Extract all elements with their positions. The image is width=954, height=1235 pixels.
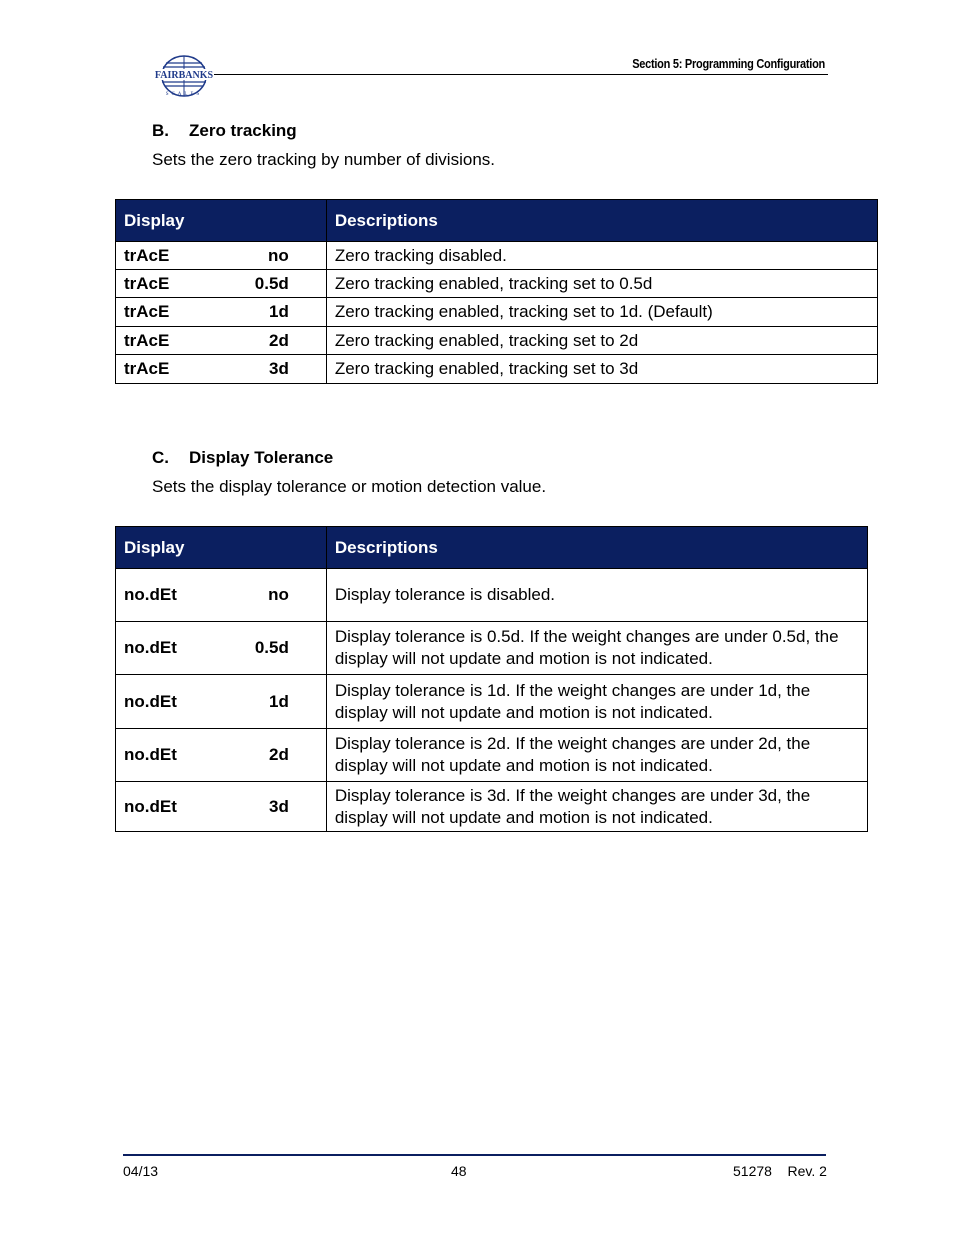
column-header-descriptions: Descriptions bbox=[326, 200, 877, 242]
display-value: 3d bbox=[269, 796, 289, 816]
table-row bbox=[116, 675, 868, 729]
column-header-display: Display bbox=[116, 527, 327, 569]
display-cell bbox=[116, 242, 327, 270]
zero-tracking-intro: Sets the zero tracking by number of divisions. bbox=[152, 150, 495, 169]
footer-doc-id bbox=[733, 1163, 827, 1179]
display-value: no bbox=[268, 245, 289, 265]
display-code: trAcE bbox=[124, 273, 170, 293]
display-tolerance-heading bbox=[152, 448, 333, 468]
display-code: no.dEt bbox=[124, 745, 177, 764]
display-code: no.dEt bbox=[124, 585, 177, 604]
description-cell: Zero tracking enabled, tracking set to 0.5d bbox=[326, 270, 877, 298]
table-header-row bbox=[116, 200, 878, 242]
display-code: trAcE bbox=[124, 302, 170, 321]
display-value: 3d bbox=[268, 359, 289, 378]
description-cell: Display tolerance is 1d. If the weight changes are under 1d, the display will not update and motion is not indicated. bbox=[326, 675, 867, 729]
section-letter: B. bbox=[152, 121, 169, 140]
display-tolerance-intro: Sets the display tolerance or motion detection value. bbox=[152, 477, 547, 496]
display-value: 1d bbox=[269, 691, 289, 711]
doc-number: 51278 bbox=[733, 1163, 772, 1179]
page-number: 48 bbox=[451, 1163, 467, 1179]
table-row bbox=[116, 298, 878, 327]
description-cell: Zero tracking enabled, tracking set to 2d bbox=[326, 327, 877, 355]
display-cell bbox=[116, 622, 327, 675]
section-letter: C. bbox=[152, 448, 169, 467]
table-header-row bbox=[116, 527, 868, 569]
display-value: 2d bbox=[269, 745, 289, 764]
display-cell bbox=[116, 270, 327, 298]
display-code: trAcE bbox=[124, 359, 170, 378]
display-cell bbox=[116, 729, 327, 782]
column-header-descriptions: Descriptions bbox=[326, 527, 867, 569]
display-cell bbox=[116, 675, 327, 729]
display-cell bbox=[116, 782, 327, 832]
section-title-text: Zero tracking bbox=[189, 121, 297, 140]
display-value: 2d bbox=[268, 330, 289, 350]
table-row bbox=[116, 782, 868, 832]
display-value: 0.5d bbox=[254, 273, 289, 293]
display-code: no.dEt bbox=[124, 638, 177, 657]
display-code: trAcE bbox=[124, 330, 170, 350]
fairbanks-logo bbox=[152, 54, 216, 100]
table-row bbox=[116, 569, 868, 622]
header-rule bbox=[214, 74, 828, 75]
table-row bbox=[116, 355, 878, 384]
zero-tracking-heading bbox=[152, 121, 297, 141]
footer-rule bbox=[123, 1154, 826, 1156]
section-title: Section 5: Programming Configuration bbox=[632, 57, 825, 71]
column-header-display: Display bbox=[116, 200, 327, 242]
description-cell: Zero tracking enabled, tracking set to 1d. (Default) bbox=[326, 298, 877, 327]
description-cell: Display tolerance is disabled. bbox=[326, 569, 867, 622]
display-tolerance-table bbox=[115, 526, 868, 832]
description-cell: Zero tracking enabled, tracking set to 3d bbox=[326, 355, 877, 384]
logo-subtext: SCALES bbox=[165, 92, 203, 97]
display-cell bbox=[116, 355, 327, 384]
description-cell: Display tolerance is 0.5d. If the weight changes are under 0.5d, the display will not update and motion is not indicated. bbox=[326, 622, 867, 675]
table-row bbox=[116, 729, 868, 782]
zero-tracking-table bbox=[115, 199, 878, 384]
description-cell: Display tolerance is 2d. If the weight changes are under 2d, the display will not update and motion is not indicated. bbox=[326, 729, 867, 782]
table-row bbox=[116, 622, 868, 675]
table-row bbox=[116, 270, 878, 298]
display-cell bbox=[116, 569, 327, 622]
table-row bbox=[116, 327, 878, 355]
logo-wordmark: FAIRBANKS bbox=[154, 70, 214, 81]
display-value: 1d bbox=[268, 302, 289, 321]
doc-revision: Rev. 2 bbox=[787, 1163, 827, 1179]
display-code: no.dEt bbox=[124, 691, 177, 711]
display-code: no.dEt bbox=[124, 796, 177, 816]
display-cell bbox=[116, 298, 327, 327]
section-title-text: Display Tolerance bbox=[189, 448, 334, 467]
footer-date: 04/13 bbox=[123, 1163, 159, 1179]
display-value: no bbox=[268, 585, 289, 604]
display-value: 0.5d bbox=[254, 638, 289, 657]
table-row bbox=[116, 242, 878, 270]
description-cell: Zero tracking disabled. bbox=[326, 242, 877, 270]
display-code: trAcE bbox=[124, 245, 170, 265]
description-cell: Display tolerance is 3d. If the weight changes are under 3d, the display will not update and motion is not indicated. bbox=[326, 782, 867, 832]
display-cell bbox=[116, 327, 327, 355]
